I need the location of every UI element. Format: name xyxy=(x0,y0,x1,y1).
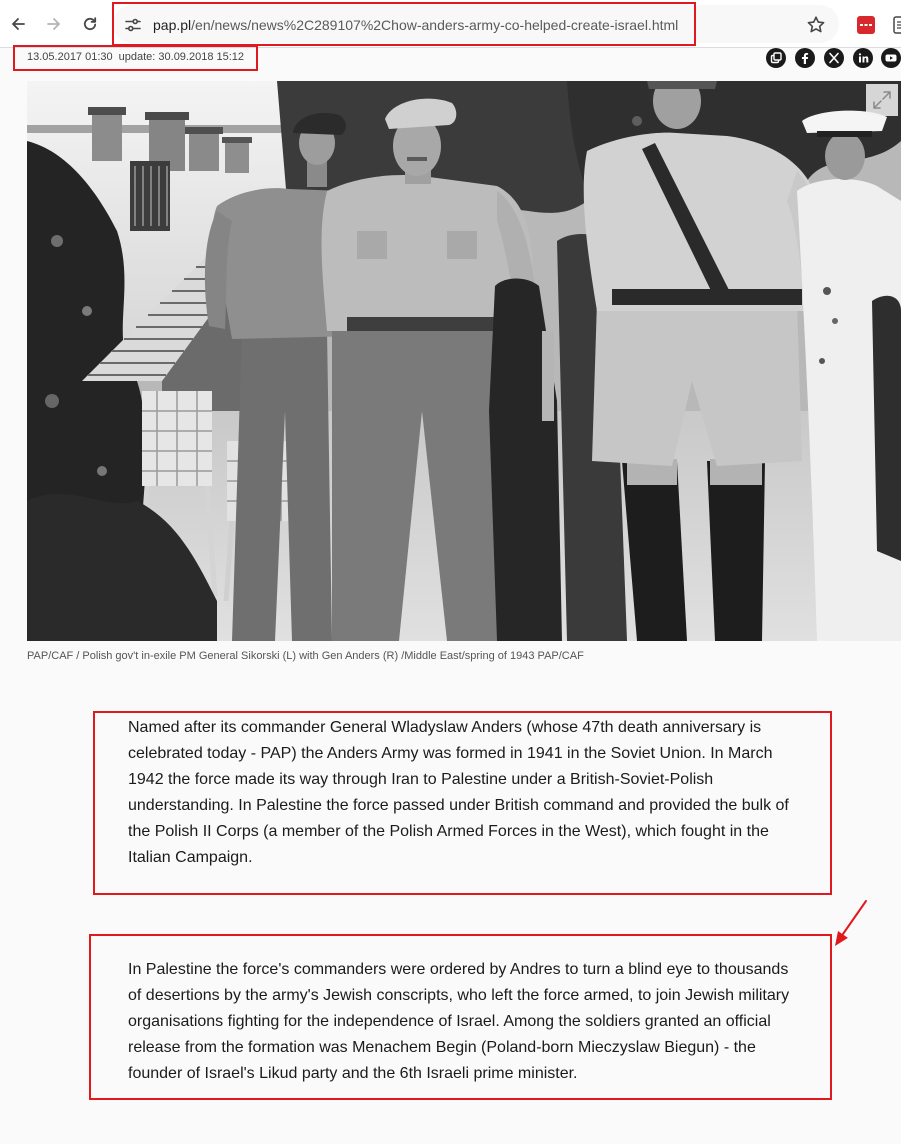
photo-expand-button[interactable] xyxy=(866,84,898,116)
forward-arrow-icon xyxy=(46,16,62,32)
paragraph-line: the Polish II Corps (a member of the Polish Armed Forces in the West), which fought in the xyxy=(128,823,769,840)
url-path: /en/news/news%2C289107%2Chow-anders-army-co-helped-create-israel.html xyxy=(191,17,679,33)
side-panel-icon xyxy=(893,15,901,35)
linkedin-icon xyxy=(853,48,873,68)
reload-icon xyxy=(82,16,98,32)
published-date: 13.05.2017 01:30 xyxy=(27,51,113,63)
x-icon xyxy=(824,48,844,68)
share-linkedin-button[interactable] xyxy=(853,48,873,68)
article-dateline xyxy=(27,50,244,64)
paragraph-line: celebrated today - PAP) the Anders Army was formed in 1941 in the Soviet Union. In March xyxy=(128,745,773,762)
paragraph-line: Named after its commander General Wladyslaw Anders (whose 47th death anniversary is xyxy=(128,719,762,736)
share-x-button[interactable] xyxy=(824,48,844,68)
paragraph-line: of desertions by the army's Jewish conscripts, who left the force armed, to join Jewish military xyxy=(128,987,790,1004)
paragraph-line: founder of Israel's Likud party and the 6th Israeli prime minister. xyxy=(128,1065,578,1082)
article-photo-image xyxy=(27,81,901,641)
photo-caption: PAP/CAF / Polish gov't in-exile PM General Sikorski (L) with Gen Anders (R) /Middle East/spring of 1943 PAP/CAF xyxy=(27,650,584,662)
star-icon[interactable] xyxy=(805,14,827,36)
expand-icon xyxy=(866,84,898,116)
copy-link-icon xyxy=(766,48,786,68)
article-paragraph-2 xyxy=(128,957,789,1087)
paragraph-line: In Palestine the force's commanders were ordered by Andres to turn a blind eye to thousands xyxy=(128,961,789,978)
paragraph-line: release from the formation was Menachem Begin (Poland-born Mieczyslaw Biegun) - the xyxy=(128,1039,756,1056)
article-photo xyxy=(27,81,901,641)
share-facebook-button[interactable] xyxy=(795,48,815,68)
youtube-icon xyxy=(881,48,901,68)
side-panel-button[interactable] xyxy=(893,15,901,35)
url-text[interactable] xyxy=(153,16,678,34)
back-button[interactable] xyxy=(2,8,34,40)
site-info-icon[interactable] xyxy=(124,16,142,34)
share-copy-link-button[interactable] xyxy=(766,48,786,68)
paragraph-line: understanding. In Palestine the force passed under British command and provided the bulk of xyxy=(128,797,789,814)
share-youtube-button[interactable] xyxy=(881,48,901,68)
reload-button[interactable] xyxy=(74,8,106,40)
forward-button[interactable] xyxy=(38,8,70,40)
updated-date: update: 30.09.2018 15:12 xyxy=(118,51,245,63)
annotation-arrow-icon xyxy=(820,892,880,956)
paragraph-line: 1942 the force made its way through Iran to Palestine under a British-Soviet-Polish xyxy=(128,771,714,788)
back-arrow-icon xyxy=(10,16,26,32)
facebook-icon xyxy=(795,48,815,68)
browser-toolbar xyxy=(0,0,901,48)
paragraph-line: organisations fighting for the independence of Israel. Among the soldiers granted an official xyxy=(128,1013,771,1030)
paragraph-line: Italian Campaign. xyxy=(128,849,253,866)
article-paragraph-1 xyxy=(128,715,789,871)
extension-icon xyxy=(857,16,875,34)
extension-button[interactable] xyxy=(857,16,875,34)
url-host: pap.pl xyxy=(153,17,192,33)
